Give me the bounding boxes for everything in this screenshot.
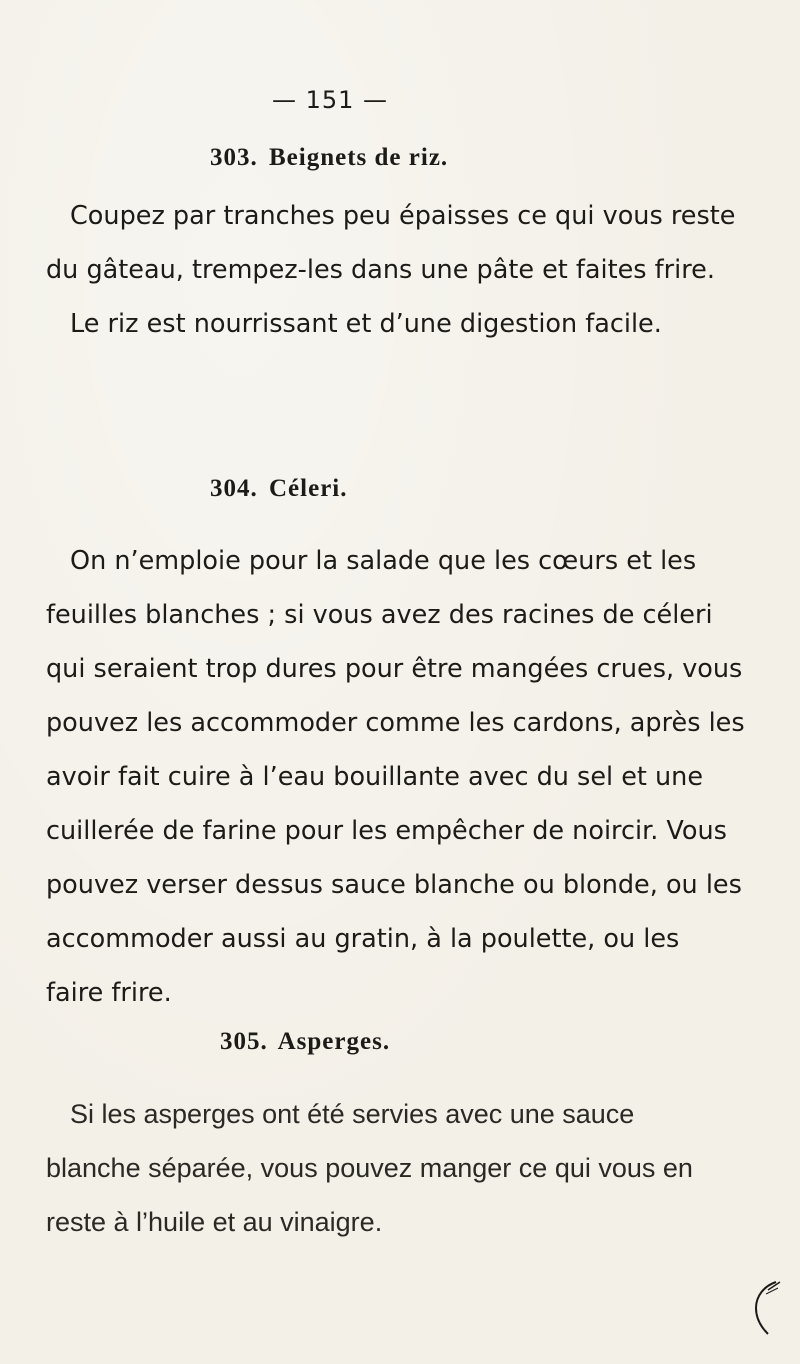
section-body-304 (46, 534, 745, 1020)
text-line: avoir fait cuire à l’eau bouillante avec du sel et une (46, 762, 704, 792)
text-line: Coupez par tranches peu épaisses ce qui vous reste (70, 201, 736, 231)
text-line: pouvez les accommoder comme les cardons, après les (46, 708, 745, 738)
section-heading-303 (210, 144, 448, 172)
text-line: cuillerée de farine pour les empêcher de noircir. Vous (46, 816, 727, 846)
section-heading-304 (210, 475, 347, 503)
text-line: feuilles blanches ; si vous avez des racines de céleri (46, 600, 713, 630)
text-line: On n’emploie pour la salade que les cœurs et les (70, 546, 697, 576)
section-title: Beignets de riz. (269, 144, 449, 171)
section-title: Asperges. (277, 1028, 391, 1055)
text-line: pouvez verser dessus sauce blanche ou blonde, ou les (46, 870, 742, 900)
section-body-305 (46, 1087, 693, 1249)
section-number: 305. (220, 1028, 268, 1055)
section-body-303 (46, 189, 736, 351)
section-heading-305 (220, 1028, 390, 1056)
page-number: — 151 — (271, 86, 389, 114)
text-line: blanche séparée, vous pouvez manger ce qui vous en (46, 1153, 693, 1183)
page-corner-mark (746, 1278, 782, 1336)
text-line: faire frire. (46, 978, 172, 1008)
text-line: reste à l’huile et au vinaigre. (46, 1207, 383, 1237)
text-line: qui seraient trop dures pour être mangées crues, vous (46, 654, 743, 684)
section-number: 303. (210, 144, 258, 171)
text-line: accommoder aussi au gratin, à la poulette, ou les (46, 924, 680, 954)
text-line: du gâteau, trempez-les dans une pâte et faites frire. (46, 255, 715, 285)
section-title: Céleri. (269, 475, 348, 502)
text-line: Si les asperges ont été servies avec une sauce (70, 1099, 635, 1129)
section-number: 304. (210, 475, 258, 502)
text-line: Le riz est nourrissant et d’une digestion facile. (70, 309, 662, 339)
